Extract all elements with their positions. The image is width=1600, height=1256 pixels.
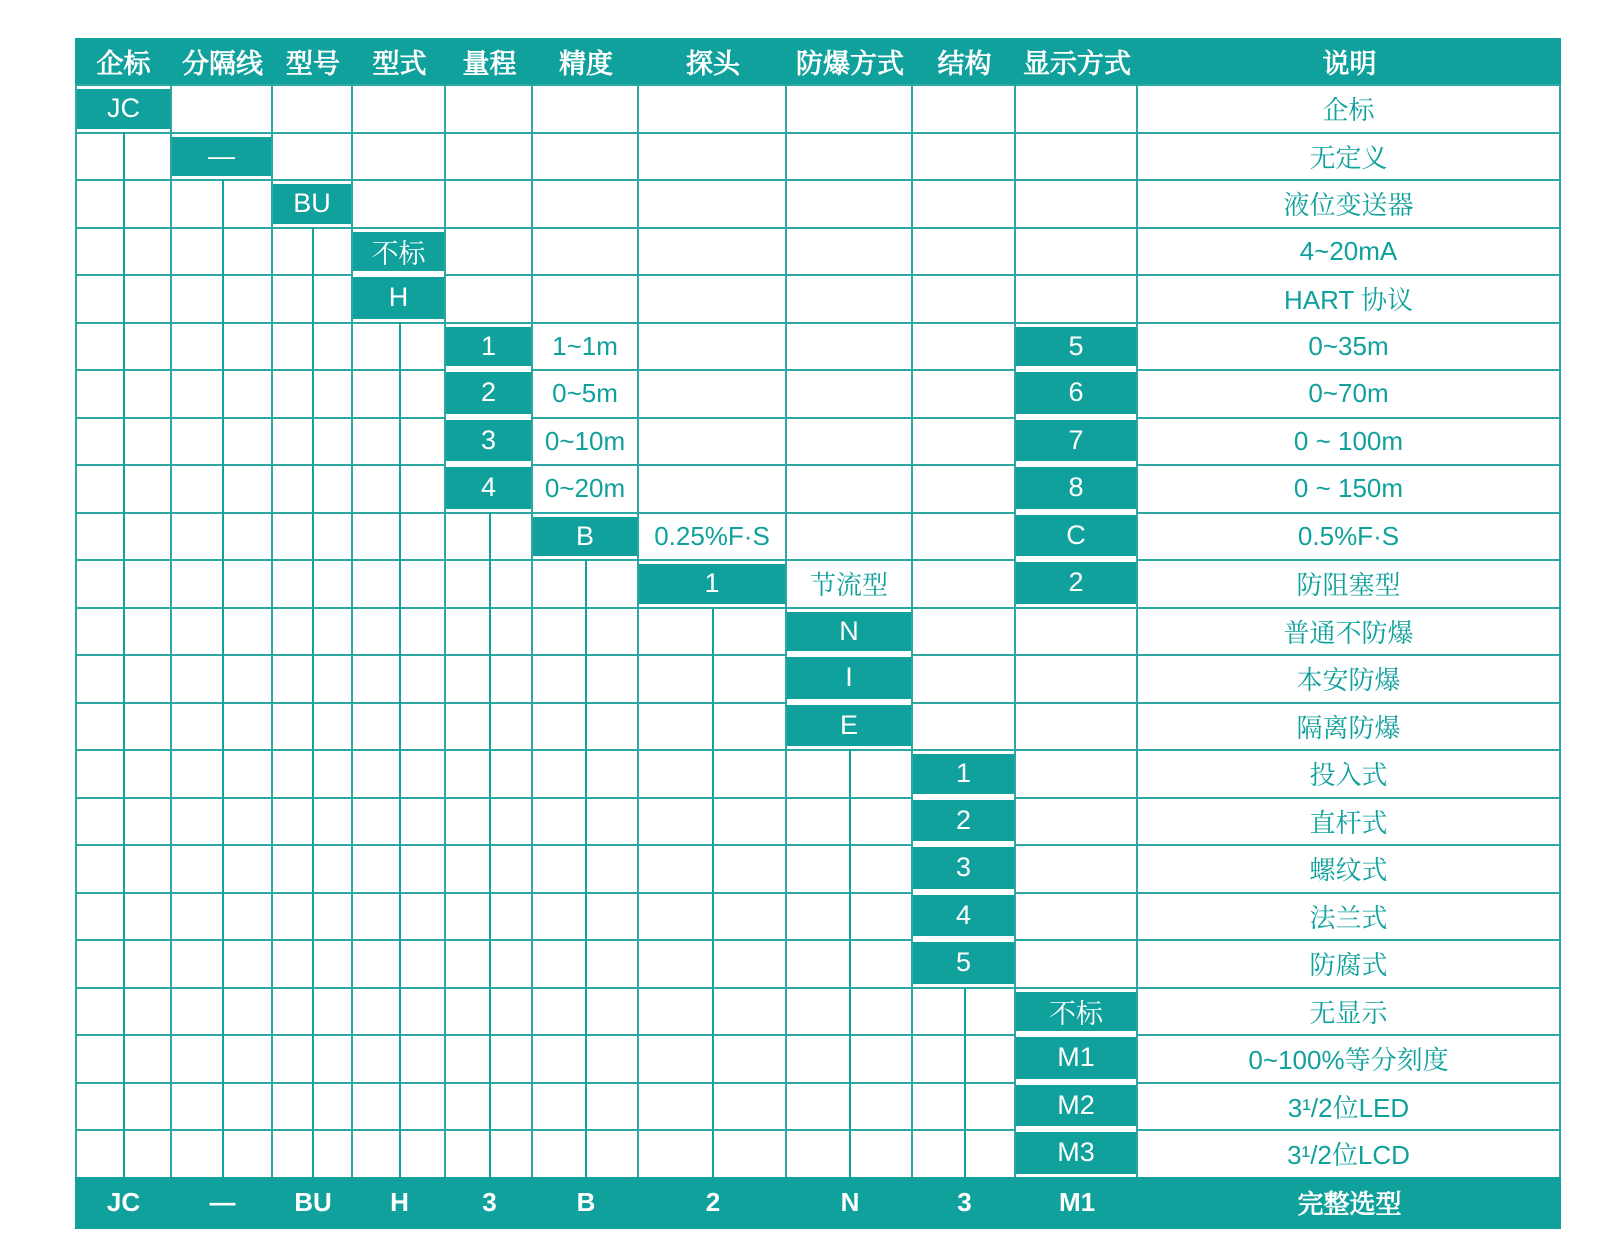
cell-explosion-proof bbox=[787, 274, 913, 322]
footer-code-explosion-proof: N bbox=[840, 1187, 860, 1217]
cell-range bbox=[446, 369, 533, 417]
cell-probe bbox=[639, 464, 787, 512]
selection-row bbox=[75, 939, 1561, 987]
desc-cell: 无定义 bbox=[1309, 142, 1388, 173]
cell-display-mode bbox=[1016, 654, 1138, 702]
desc-cell: 法兰式 bbox=[1309, 902, 1388, 933]
cell-probe bbox=[639, 369, 787, 417]
cell-explosion-proof bbox=[787, 322, 913, 370]
desc-cell: 0~35m bbox=[1308, 330, 1389, 361]
code-cell-explosion-proof: E bbox=[787, 705, 911, 747]
cell-explosion-proof bbox=[787, 227, 913, 275]
cell-explosion-proof bbox=[787, 464, 913, 512]
desc-cell: 液位变送器 bbox=[1283, 190, 1414, 221]
cell-range bbox=[446, 179, 533, 227]
cell-description bbox=[1138, 797, 1561, 845]
col-header-display-mode: 显示方式 bbox=[1023, 48, 1131, 79]
cell-description bbox=[1138, 512, 1561, 560]
cell-structure bbox=[913, 702, 1016, 750]
cell-form bbox=[353, 227, 446, 275]
table-body bbox=[75, 84, 1561, 1177]
code-cell-range: 1 bbox=[446, 327, 531, 367]
cell-explosion-proof bbox=[787, 369, 913, 417]
footer-code-enterprise-standard: JC bbox=[106, 1187, 141, 1217]
code-cell-display-mode: M2 bbox=[1016, 1085, 1136, 1127]
code-cell-structure: 4 bbox=[913, 895, 1014, 937]
selection-row bbox=[75, 844, 1561, 892]
desc-cell: 企标 bbox=[1322, 95, 1375, 126]
cell-description bbox=[1138, 369, 1561, 417]
selection-row bbox=[75, 987, 1561, 1035]
cell-display-mode bbox=[1016, 84, 1138, 132]
cell-accuracy bbox=[533, 417, 639, 465]
cell-structure bbox=[913, 607, 1016, 655]
cell-structure bbox=[913, 844, 1016, 892]
cell-probe bbox=[639, 512, 787, 560]
desc-cell: 3¹/2位LCD bbox=[1287, 1140, 1410, 1171]
cell-structure bbox=[913, 84, 1016, 132]
code-cell-display-mode: 不标 bbox=[1016, 992, 1136, 1032]
code-cell-display-mode: 8 bbox=[1016, 467, 1136, 509]
cell-description bbox=[1138, 702, 1561, 750]
cell-accuracy bbox=[533, 132, 639, 180]
code-cell-display-mode: 6 bbox=[1016, 372, 1136, 414]
desc-cell: 无显示 bbox=[1309, 997, 1388, 1028]
connector-line-separator bbox=[222, 179, 224, 1177]
selection-row bbox=[75, 1082, 1561, 1130]
selection-row bbox=[75, 607, 1561, 655]
cell-display-mode bbox=[1016, 179, 1138, 227]
selection-row bbox=[75, 464, 1561, 512]
cell-description bbox=[1138, 464, 1561, 512]
footer-code-structure: 3 bbox=[957, 1187, 972, 1217]
cell-description bbox=[1138, 1129, 1561, 1177]
col-header-explosion-proof: 防爆方式 bbox=[796, 48, 904, 79]
cell-accuracy bbox=[533, 322, 639, 370]
code-cell-separator: — bbox=[172, 137, 271, 177]
cell-display-mode bbox=[1016, 939, 1138, 987]
cell-model bbox=[273, 84, 353, 132]
note-cell-probe: 0.25%F·S bbox=[654, 520, 770, 551]
connector-line-range bbox=[489, 512, 491, 1177]
connector-line-model bbox=[312, 227, 314, 1177]
code-cell-display-mode: 7 bbox=[1016, 420, 1136, 462]
cell-display-mode bbox=[1016, 749, 1138, 797]
cell-display-mode bbox=[1016, 132, 1138, 180]
model-selection-table bbox=[75, 38, 1561, 1229]
footer-code-model: BU bbox=[294, 1187, 332, 1217]
cell-explosion-proof bbox=[787, 132, 913, 180]
cell-description bbox=[1138, 749, 1561, 797]
cell-display-mode bbox=[1016, 274, 1138, 322]
cell-description bbox=[1138, 939, 1561, 987]
cell-probe bbox=[639, 322, 787, 370]
note-cell-accuracy: 0~10m bbox=[544, 425, 626, 456]
connector-line-explosion-proof bbox=[849, 749, 851, 1177]
cell-description bbox=[1138, 987, 1561, 1035]
cell-structure bbox=[913, 274, 1016, 322]
col-header-separator: 分隔线 bbox=[182, 48, 263, 79]
cell-structure bbox=[913, 464, 1016, 512]
cell-structure bbox=[913, 654, 1016, 702]
code-cell-probe: 1 bbox=[639, 564, 785, 604]
connector-line-accuracy bbox=[585, 559, 587, 1177]
cell-model bbox=[273, 179, 353, 227]
code-cell-explosion-proof: I bbox=[787, 657, 911, 699]
code-cell-range: 3 bbox=[446, 420, 531, 462]
desc-cell: HART 协议 bbox=[1283, 285, 1414, 316]
col-header-probe: 探头 bbox=[686, 48, 740, 79]
desc-cell: 0~100%等分刻度 bbox=[1248, 1045, 1449, 1076]
cell-description bbox=[1138, 559, 1561, 607]
code-cell-display-mode: 2 bbox=[1016, 562, 1136, 604]
cell-accuracy bbox=[533, 84, 639, 132]
col-header-description: 说明 bbox=[1322, 48, 1377, 79]
connector-line-probe bbox=[712, 607, 714, 1177]
cell-description bbox=[1138, 1034, 1561, 1082]
cell-display-mode bbox=[1016, 607, 1138, 655]
footer-code-probe: 2 bbox=[705, 1187, 721, 1217]
code-cell-range: 4 bbox=[446, 467, 531, 509]
cell-explosion-proof bbox=[787, 607, 913, 655]
cell-description bbox=[1138, 132, 1561, 180]
cell-structure bbox=[913, 892, 1016, 940]
footer-code-form: H bbox=[390, 1187, 409, 1217]
cell-form bbox=[353, 179, 446, 227]
cell-accuracy bbox=[533, 179, 639, 227]
cell-description bbox=[1138, 322, 1561, 370]
desc-cell: 3¹/2位LED bbox=[1287, 1092, 1410, 1123]
cell-structure bbox=[913, 797, 1016, 845]
code-cell-display-mode: M1 bbox=[1016, 1037, 1136, 1079]
code-cell-structure: 3 bbox=[913, 847, 1014, 889]
selection-row bbox=[75, 84, 1561, 132]
code-cell-accuracy: B bbox=[533, 517, 637, 557]
cell-form bbox=[353, 274, 446, 322]
cell-probe bbox=[639, 559, 787, 607]
selection-row bbox=[75, 512, 1561, 560]
selection-row bbox=[75, 749, 1561, 797]
cell-form bbox=[353, 84, 446, 132]
col-header-structure: 结构 bbox=[937, 48, 992, 79]
cell-model bbox=[273, 132, 353, 180]
desc-cell: 本安防爆 bbox=[1296, 665, 1401, 696]
cell-structure bbox=[913, 559, 1016, 607]
cell-display-mode bbox=[1016, 322, 1138, 370]
cell-probe bbox=[639, 274, 787, 322]
cell-description bbox=[1138, 274, 1561, 322]
cell-description bbox=[1138, 84, 1561, 132]
desc-cell: 防阻塞型 bbox=[1296, 570, 1401, 601]
cell-explosion-proof bbox=[787, 84, 913, 132]
cell-structure bbox=[913, 179, 1016, 227]
header-row bbox=[75, 38, 1561, 84]
selection-row bbox=[75, 179, 1561, 227]
cell-probe bbox=[639, 179, 787, 227]
footer-row bbox=[75, 1177, 1561, 1229]
code-cell-display-mode: M3 bbox=[1016, 1132, 1136, 1174]
cell-separator bbox=[172, 132, 273, 180]
desc-cell: 0 ~ 100m bbox=[1293, 425, 1404, 456]
cell-display-mode bbox=[1016, 464, 1138, 512]
selection-row bbox=[75, 322, 1561, 370]
footer-code-display-mode: M1 bbox=[1058, 1187, 1096, 1217]
connector-line-form bbox=[399, 322, 401, 1177]
cell-structure bbox=[913, 132, 1016, 180]
code-cell-structure: 1 bbox=[913, 754, 1014, 794]
col-header-enterprise-standard: 企标 bbox=[96, 48, 151, 79]
cell-accuracy bbox=[533, 227, 639, 275]
cell-probe bbox=[639, 227, 787, 275]
desc-cell: 防腐式 bbox=[1309, 950, 1388, 981]
cell-display-mode bbox=[1016, 1129, 1138, 1177]
selection-row bbox=[75, 227, 1561, 275]
cell-accuracy bbox=[533, 464, 639, 512]
note-cell-accuracy: 1~1m bbox=[552, 330, 618, 361]
cell-description bbox=[1138, 892, 1561, 940]
cell-description bbox=[1138, 844, 1561, 892]
cell-description bbox=[1138, 654, 1561, 702]
cell-range bbox=[446, 464, 533, 512]
cell-display-mode bbox=[1016, 844, 1138, 892]
footer-code-accuracy: B bbox=[576, 1187, 596, 1217]
col-header-accuracy: 精度 bbox=[559, 48, 613, 79]
cell-explosion-proof bbox=[787, 417, 913, 465]
note-cell-explosion-proof: 节流型 bbox=[809, 570, 888, 601]
cell-probe bbox=[639, 84, 787, 132]
cell-description bbox=[1138, 417, 1561, 465]
code-cell-display-mode: C bbox=[1016, 515, 1136, 557]
cell-structure bbox=[913, 227, 1016, 275]
cell-description bbox=[1138, 607, 1561, 655]
cell-structure bbox=[913, 939, 1016, 987]
cell-display-mode bbox=[1016, 702, 1138, 750]
selection-row bbox=[75, 559, 1561, 607]
cell-display-mode bbox=[1016, 417, 1138, 465]
cell-display-mode bbox=[1016, 892, 1138, 940]
desc-cell: 直杆式 bbox=[1309, 807, 1388, 838]
code-cell-structure: 5 bbox=[913, 942, 1014, 984]
desc-cell: 0.5%F·S bbox=[1297, 520, 1400, 551]
cell-display-mode bbox=[1016, 369, 1138, 417]
desc-cell: 0~70m bbox=[1308, 378, 1389, 409]
cell-range bbox=[446, 417, 533, 465]
footer-code-range: 3 bbox=[482, 1187, 497, 1217]
desc-cell: 螺纹式 bbox=[1309, 855, 1388, 886]
cell-display-mode bbox=[1016, 987, 1138, 1035]
cell-range bbox=[446, 274, 533, 322]
connector-line-structure bbox=[964, 987, 966, 1177]
cell-structure bbox=[913, 322, 1016, 370]
desc-cell: 普通不防爆 bbox=[1283, 617, 1414, 648]
cell-display-mode bbox=[1016, 227, 1138, 275]
cell-display-mode bbox=[1016, 1034, 1138, 1082]
code-cell-display-mode: 5 bbox=[1016, 327, 1136, 367]
cell-range bbox=[446, 322, 533, 370]
selection-row bbox=[75, 417, 1561, 465]
col-header-range: 量程 bbox=[462, 48, 517, 79]
cell-form bbox=[353, 132, 446, 180]
cell-explosion-proof bbox=[787, 702, 913, 750]
cell-separator bbox=[172, 84, 273, 132]
footer-description: 完整选型 bbox=[1297, 1189, 1402, 1219]
cell-explosion-proof bbox=[787, 512, 913, 560]
selection-row bbox=[75, 892, 1561, 940]
selection-row bbox=[75, 797, 1561, 845]
col-header-model: 型号 bbox=[286, 48, 340, 79]
selection-row bbox=[75, 1129, 1561, 1177]
cell-display-mode bbox=[1016, 1082, 1138, 1130]
desc-cell: 4~20mA bbox=[1299, 235, 1398, 266]
cell-accuracy bbox=[533, 369, 639, 417]
cell-structure bbox=[913, 417, 1016, 465]
desc-cell: 投入式 bbox=[1309, 760, 1388, 791]
desc-cell: 0 ~ 150m bbox=[1293, 473, 1404, 504]
code-cell-enterprise-standard: JC bbox=[77, 89, 170, 129]
desc-cell: 隔离防爆 bbox=[1296, 712, 1401, 743]
cell-structure bbox=[913, 749, 1016, 797]
footer-code-separator: — bbox=[209, 1187, 236, 1217]
selection-row bbox=[75, 369, 1561, 417]
selection-row bbox=[75, 274, 1561, 322]
cell-accuracy bbox=[533, 274, 639, 322]
cell-description bbox=[1138, 1082, 1561, 1130]
selection-row bbox=[75, 1034, 1561, 1082]
code-cell-explosion-proof: N bbox=[787, 612, 911, 652]
note-cell-accuracy: 0~20m bbox=[544, 473, 626, 504]
cell-display-mode bbox=[1016, 797, 1138, 845]
cell-explosion-proof bbox=[787, 559, 913, 607]
selection-row bbox=[75, 702, 1561, 750]
cell-description bbox=[1138, 227, 1561, 275]
selection-row bbox=[75, 654, 1561, 702]
cell-enterprise-standard bbox=[75, 84, 172, 132]
cell-structure bbox=[913, 512, 1016, 560]
cell-probe bbox=[639, 417, 787, 465]
code-cell-form: H bbox=[353, 277, 444, 319]
cell-explosion-proof bbox=[787, 179, 913, 227]
code-cell-model: BU bbox=[273, 184, 351, 224]
selection-row bbox=[75, 132, 1561, 180]
cell-display-mode bbox=[1016, 559, 1138, 607]
cell-range bbox=[446, 132, 533, 180]
code-cell-structure: 2 bbox=[913, 800, 1014, 842]
col-header-form: 型式 bbox=[372, 48, 427, 79]
cell-description bbox=[1138, 179, 1561, 227]
cell-range bbox=[446, 227, 533, 275]
cell-range bbox=[446, 84, 533, 132]
cell-structure bbox=[913, 369, 1016, 417]
note-cell-accuracy: 0~5m bbox=[552, 378, 618, 409]
code-cell-form: 不标 bbox=[353, 232, 444, 272]
cell-accuracy bbox=[533, 512, 639, 560]
cell-explosion-proof bbox=[787, 654, 913, 702]
code-cell-range: 2 bbox=[446, 372, 531, 414]
cell-display-mode bbox=[1016, 512, 1138, 560]
connector-line-enterprise-standard bbox=[123, 132, 125, 1177]
cell-probe bbox=[639, 132, 787, 180]
